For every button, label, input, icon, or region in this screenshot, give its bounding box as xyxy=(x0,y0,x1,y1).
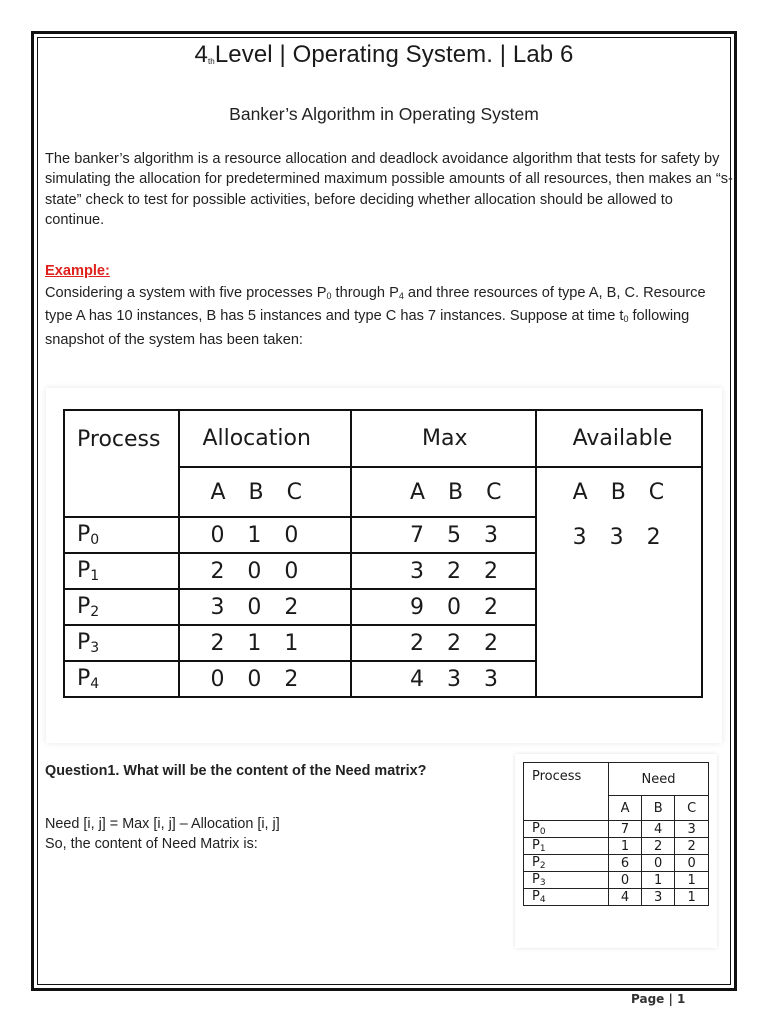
need-header-process: Process xyxy=(524,763,609,821)
level-number: 4 xyxy=(194,41,208,68)
need-value: 0 xyxy=(675,855,709,872)
process-sub: 4 xyxy=(90,676,100,692)
max-cell: 9 0 2 xyxy=(351,589,536,625)
example-sub-b: 4 xyxy=(398,291,404,301)
need-process-letter: P xyxy=(532,855,540,870)
example-sub-a: 0 xyxy=(326,291,332,301)
header-max-abc: A B C xyxy=(351,467,536,517)
need-process-letter: P xyxy=(532,889,540,904)
need-process-sub: 2 xyxy=(539,861,546,871)
process-sub: 0 xyxy=(90,532,100,548)
example-paragraph xyxy=(45,283,735,350)
need-header-need: Need xyxy=(609,763,709,796)
table-row xyxy=(524,838,709,855)
snapshot-table-figure xyxy=(46,388,722,743)
example-text-c: and three resources of type A, B, C. Resource type A has 10 instances, B has 5 instances and type C has 7 instances. Suppose at time t xyxy=(45,285,706,325)
need-process-cell xyxy=(524,872,609,889)
need-value: 1 xyxy=(675,872,709,889)
header-allocation: Allocation xyxy=(179,410,351,467)
allocation-cell: 0 0 2 xyxy=(179,661,351,697)
need-value: 1 xyxy=(675,889,709,906)
need-process-letter: P xyxy=(532,872,540,887)
header-alloc-abc: A B C xyxy=(179,467,351,517)
process-letter: P xyxy=(77,558,91,583)
header-process-blank xyxy=(64,467,179,517)
snapshot-table xyxy=(63,409,703,698)
need-value: 0 xyxy=(642,855,675,872)
max-cell: 3 2 2 xyxy=(351,553,536,589)
title-text: Level | Operating System. | Lab 6 xyxy=(214,41,574,68)
need-formula: Need [i, j] = Max [i, j] – Allocation [i, j] xyxy=(45,816,280,832)
table-row xyxy=(64,517,702,553)
need-process-cell xyxy=(524,821,609,838)
need-process-cell xyxy=(524,855,609,872)
need-matrix-table xyxy=(523,762,709,906)
need-value: 3 xyxy=(675,821,709,838)
need-value: 1 xyxy=(642,872,675,889)
page-title xyxy=(0,41,768,69)
allocation-cell: 2 1 1 xyxy=(179,625,351,661)
process-cell xyxy=(64,517,179,553)
need-process-sub: 3 xyxy=(539,878,546,888)
need-value: 2 xyxy=(642,838,675,855)
process-letter: P xyxy=(77,594,91,619)
process-cell xyxy=(64,625,179,661)
process-sub: 1 xyxy=(90,568,100,584)
need-col-c: C xyxy=(675,796,709,821)
need-value: 7 xyxy=(609,821,642,838)
need-process-cell xyxy=(524,889,609,906)
process-letter: P xyxy=(77,630,91,655)
need-process-letter: P xyxy=(532,821,540,836)
process-sub: 3 xyxy=(90,640,100,656)
need-process-sub: 0 xyxy=(539,827,546,837)
allocation-cell: 3 0 2 xyxy=(179,589,351,625)
need-formula-note: So, the content of Need Matrix is: xyxy=(45,836,258,852)
level-suffix: th xyxy=(207,57,215,66)
example-text-a: Considering a system with five processes P xyxy=(45,285,327,301)
example-sub-c: 0 xyxy=(623,314,629,325)
header-available: Available xyxy=(536,410,702,467)
need-process-letter: P xyxy=(532,838,540,853)
intro-paragraph: The banker’s algorithm is a resource allocation and deadlock avoidance algorithm that tests for safety by simulating the allocation for predetermined maximum possible amounts of all resources, then makes an “s-state” check to test for possible activities, before deciding whether allocation should be allowed to continue. xyxy=(45,151,733,229)
need-process-cell xyxy=(524,838,609,855)
need-value: 1 xyxy=(609,838,642,855)
need-process-sub: 1 xyxy=(539,844,546,854)
header-process: Process xyxy=(64,410,179,467)
need-value: 2 xyxy=(675,838,709,855)
process-cell xyxy=(64,553,179,589)
section-heading: Banker’s Algorithm in Operating System xyxy=(229,104,539,124)
question-1: Question1. What will be the content of the Need matrix? xyxy=(45,763,427,779)
table-row xyxy=(524,872,709,889)
example-text-d: following snapshot of the system has been taken: xyxy=(45,308,690,348)
header-max: Max xyxy=(351,410,536,467)
example-label: Example: xyxy=(45,263,110,279)
table-row xyxy=(524,889,709,906)
process-sub: 2 xyxy=(90,604,100,620)
allocation-cell: 0 1 0 xyxy=(179,517,351,553)
max-cell: 4 3 3 xyxy=(351,661,536,697)
need-value: 4 xyxy=(642,821,675,838)
table-row xyxy=(524,855,709,872)
need-value: 0 xyxy=(609,872,642,889)
process-letter: P xyxy=(77,666,91,691)
max-cell: 7 5 3 xyxy=(351,517,536,553)
table-row xyxy=(524,821,709,838)
max-cell: 2 2 2 xyxy=(351,625,536,661)
allocation-cell: 2 0 0 xyxy=(179,553,351,589)
page-number: Page | 1 xyxy=(631,992,686,1006)
available-cell: 3 3 2 xyxy=(536,517,702,697)
process-letter: P xyxy=(77,522,91,547)
process-cell xyxy=(64,661,179,697)
need-process-sub: 4 xyxy=(539,895,546,905)
need-col-a: A xyxy=(609,796,642,821)
example-text-b: through P xyxy=(331,285,399,301)
need-value: 6 xyxy=(609,855,642,872)
header-avail-abc: A B C xyxy=(536,467,702,517)
need-matrix-figure xyxy=(515,754,717,948)
process-cell xyxy=(64,589,179,625)
need-col-b: B xyxy=(642,796,675,821)
need-value: 3 xyxy=(642,889,675,906)
need-formula-block xyxy=(45,814,280,854)
need-value: 4 xyxy=(609,889,642,906)
